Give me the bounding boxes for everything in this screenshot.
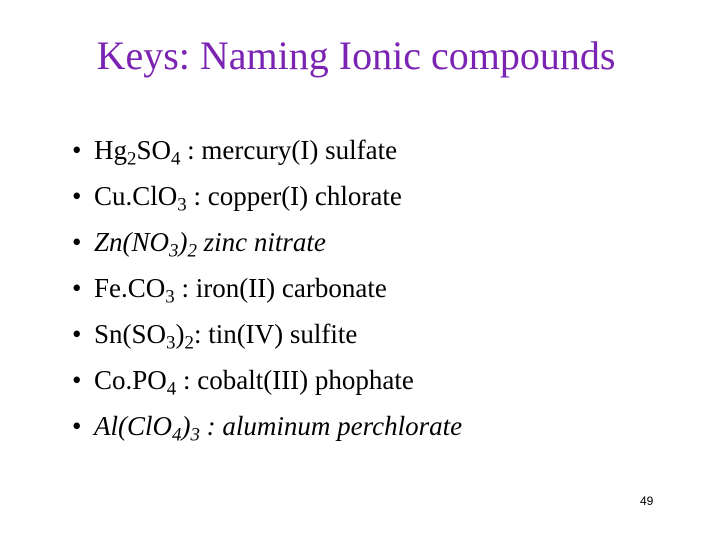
bullet-text — [94, 403, 462, 449]
subscript: 2 — [184, 332, 194, 354]
text-run: : aluminum perchlorate — [199, 411, 463, 441]
subscript: 3 — [190, 424, 200, 446]
bullet-text — [94, 173, 402, 219]
text-run: Co.PO — [94, 365, 167, 395]
bullet-dot: • — [72, 227, 82, 257]
text-run: : tin(IV) sulfite — [193, 319, 358, 349]
subscript: 4 — [170, 148, 181, 170]
text-run: : cobalt(III) phophate — [176, 365, 414, 395]
text-run: Fe.CO — [94, 273, 166, 303]
subscript: 3 — [177, 194, 187, 216]
subscript: 3 — [166, 332, 176, 354]
subscript: 3 — [169, 240, 179, 262]
text-run: ) — [175, 319, 185, 349]
bullet-text — [94, 357, 414, 403]
bullet-text — [94, 219, 326, 265]
bullet-dot: • — [72, 273, 82, 303]
bullet-dot: • — [72, 181, 82, 211]
subscript: 3 — [165, 286, 175, 308]
bullet-text — [94, 311, 357, 357]
text-run: ) — [181, 411, 191, 441]
subscript: 2 — [127, 148, 137, 170]
text-run: Sn(SO — [94, 319, 167, 349]
subscript: 4 — [166, 378, 177, 400]
bullet-dot: • — [72, 319, 82, 349]
bullet-text — [94, 127, 397, 173]
text-run: Cu.ClO — [94, 181, 178, 211]
text-run: : mercury(I) sulfate — [180, 135, 398, 165]
text-run: ) — [178, 227, 188, 257]
text-run: SO — [136, 135, 171, 165]
bullet-text — [94, 265, 387, 311]
text-run: Hg — [94, 135, 127, 165]
text-run: zinc nitrate — [196, 227, 326, 257]
page-number: 49 — [640, 494, 654, 508]
text-run: Al(ClO — [94, 411, 172, 441]
text-run: : iron(II) carbonate — [174, 273, 387, 303]
text-run: Zn(NO — [94, 227, 170, 257]
subscript: 4 — [172, 424, 182, 446]
bullet-dot: • — [72, 411, 82, 441]
bullet-dot: • — [72, 135, 82, 165]
text-run: : copper(I) chlorate — [186, 181, 402, 211]
subscript: 2 — [187, 240, 197, 262]
slide-title: Keys: Naming Ionic compounds — [96, 33, 616, 78]
bullet-dot: • — [72, 365, 82, 395]
